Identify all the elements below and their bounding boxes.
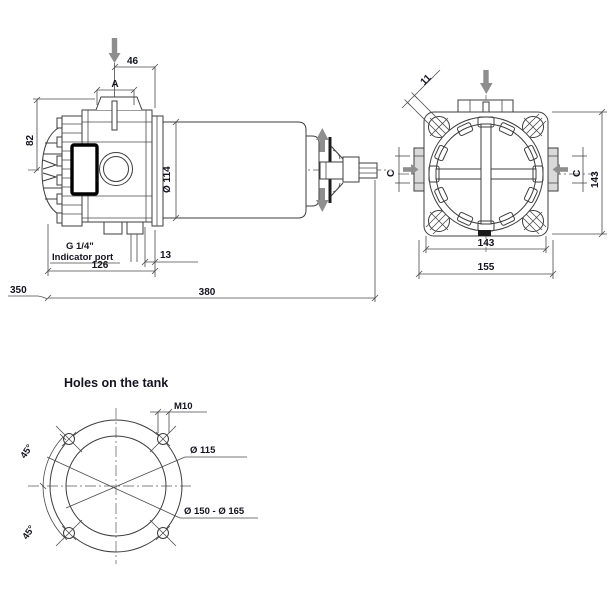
- dim-143-bottom-label: 143: [477, 238, 495, 249]
- filter-bowl: [163, 122, 306, 218]
- flow-arrow-down-icon: [316, 188, 329, 212]
- dim-11-label: 11: [418, 72, 434, 88]
- dim-350: 350: [10, 285, 27, 296]
- bottom-boss: [478, 230, 491, 236]
- dim-m10: [150, 401, 207, 433]
- flow-arrow-down-icon: [109, 38, 121, 63]
- dim-diameter-114: Ø 114: [162, 166, 173, 193]
- side-port-outline: [72, 145, 97, 194]
- threaded-port: [100, 153, 133, 186]
- dim-a: A: [111, 79, 119, 90]
- dim-126: 126: [91, 260, 109, 271]
- top-port: [458, 70, 513, 112]
- dim-13: 13: [160, 250, 172, 261]
- dim-380: 380: [198, 287, 216, 298]
- flow-arrow-down-icon: [480, 70, 493, 94]
- flow-arrow-up-icon: [316, 128, 329, 152]
- dim-155-label: 155: [477, 262, 495, 273]
- tank-holes-view: [18, 376, 258, 564]
- inlet-stud: [112, 101, 117, 130]
- head-leg: [127, 222, 143, 234]
- dim-m10-label: M10: [174, 401, 193, 412]
- valve-shaft: [359, 163, 377, 178]
- dim-c-right-label: C: [572, 169, 583, 177]
- dim-45-bottom: [20, 486, 67, 542]
- dim-45-bottom-label: 45°: [20, 523, 38, 542]
- bolt-hole: [56, 426, 82, 452]
- dim-46: 46: [127, 56, 139, 67]
- side-view: [8, 38, 392, 302]
- dim-45-top: [18, 434, 66, 489]
- dim-hole-range: [47, 457, 258, 518]
- dim-143-right-label: 143: [590, 171, 601, 188]
- head-leg: [104, 222, 122, 234]
- indicator-port-label-line2: Indicator port: [52, 252, 114, 263]
- dim-150-165-label: Ø 150 - Ø 165: [184, 506, 245, 517]
- indicator-port-label-line1: G 1/4": [66, 241, 94, 252]
- dim-45-top-label: 45°: [18, 442, 36, 461]
- tank-holes-title: Holes on the tank: [64, 376, 169, 390]
- dim-82: 82: [25, 134, 36, 146]
- flange-view: [386, 70, 607, 279]
- dim-bolt-circle: [66, 445, 247, 508]
- dim-c-left-label: C: [386, 169, 397, 177]
- inlet-flange: [96, 97, 142, 110]
- bolt-hole: [150, 426, 176, 452]
- dim-115-label: Ø 115: [190, 445, 216, 456]
- bolt-hole: [150, 520, 176, 546]
